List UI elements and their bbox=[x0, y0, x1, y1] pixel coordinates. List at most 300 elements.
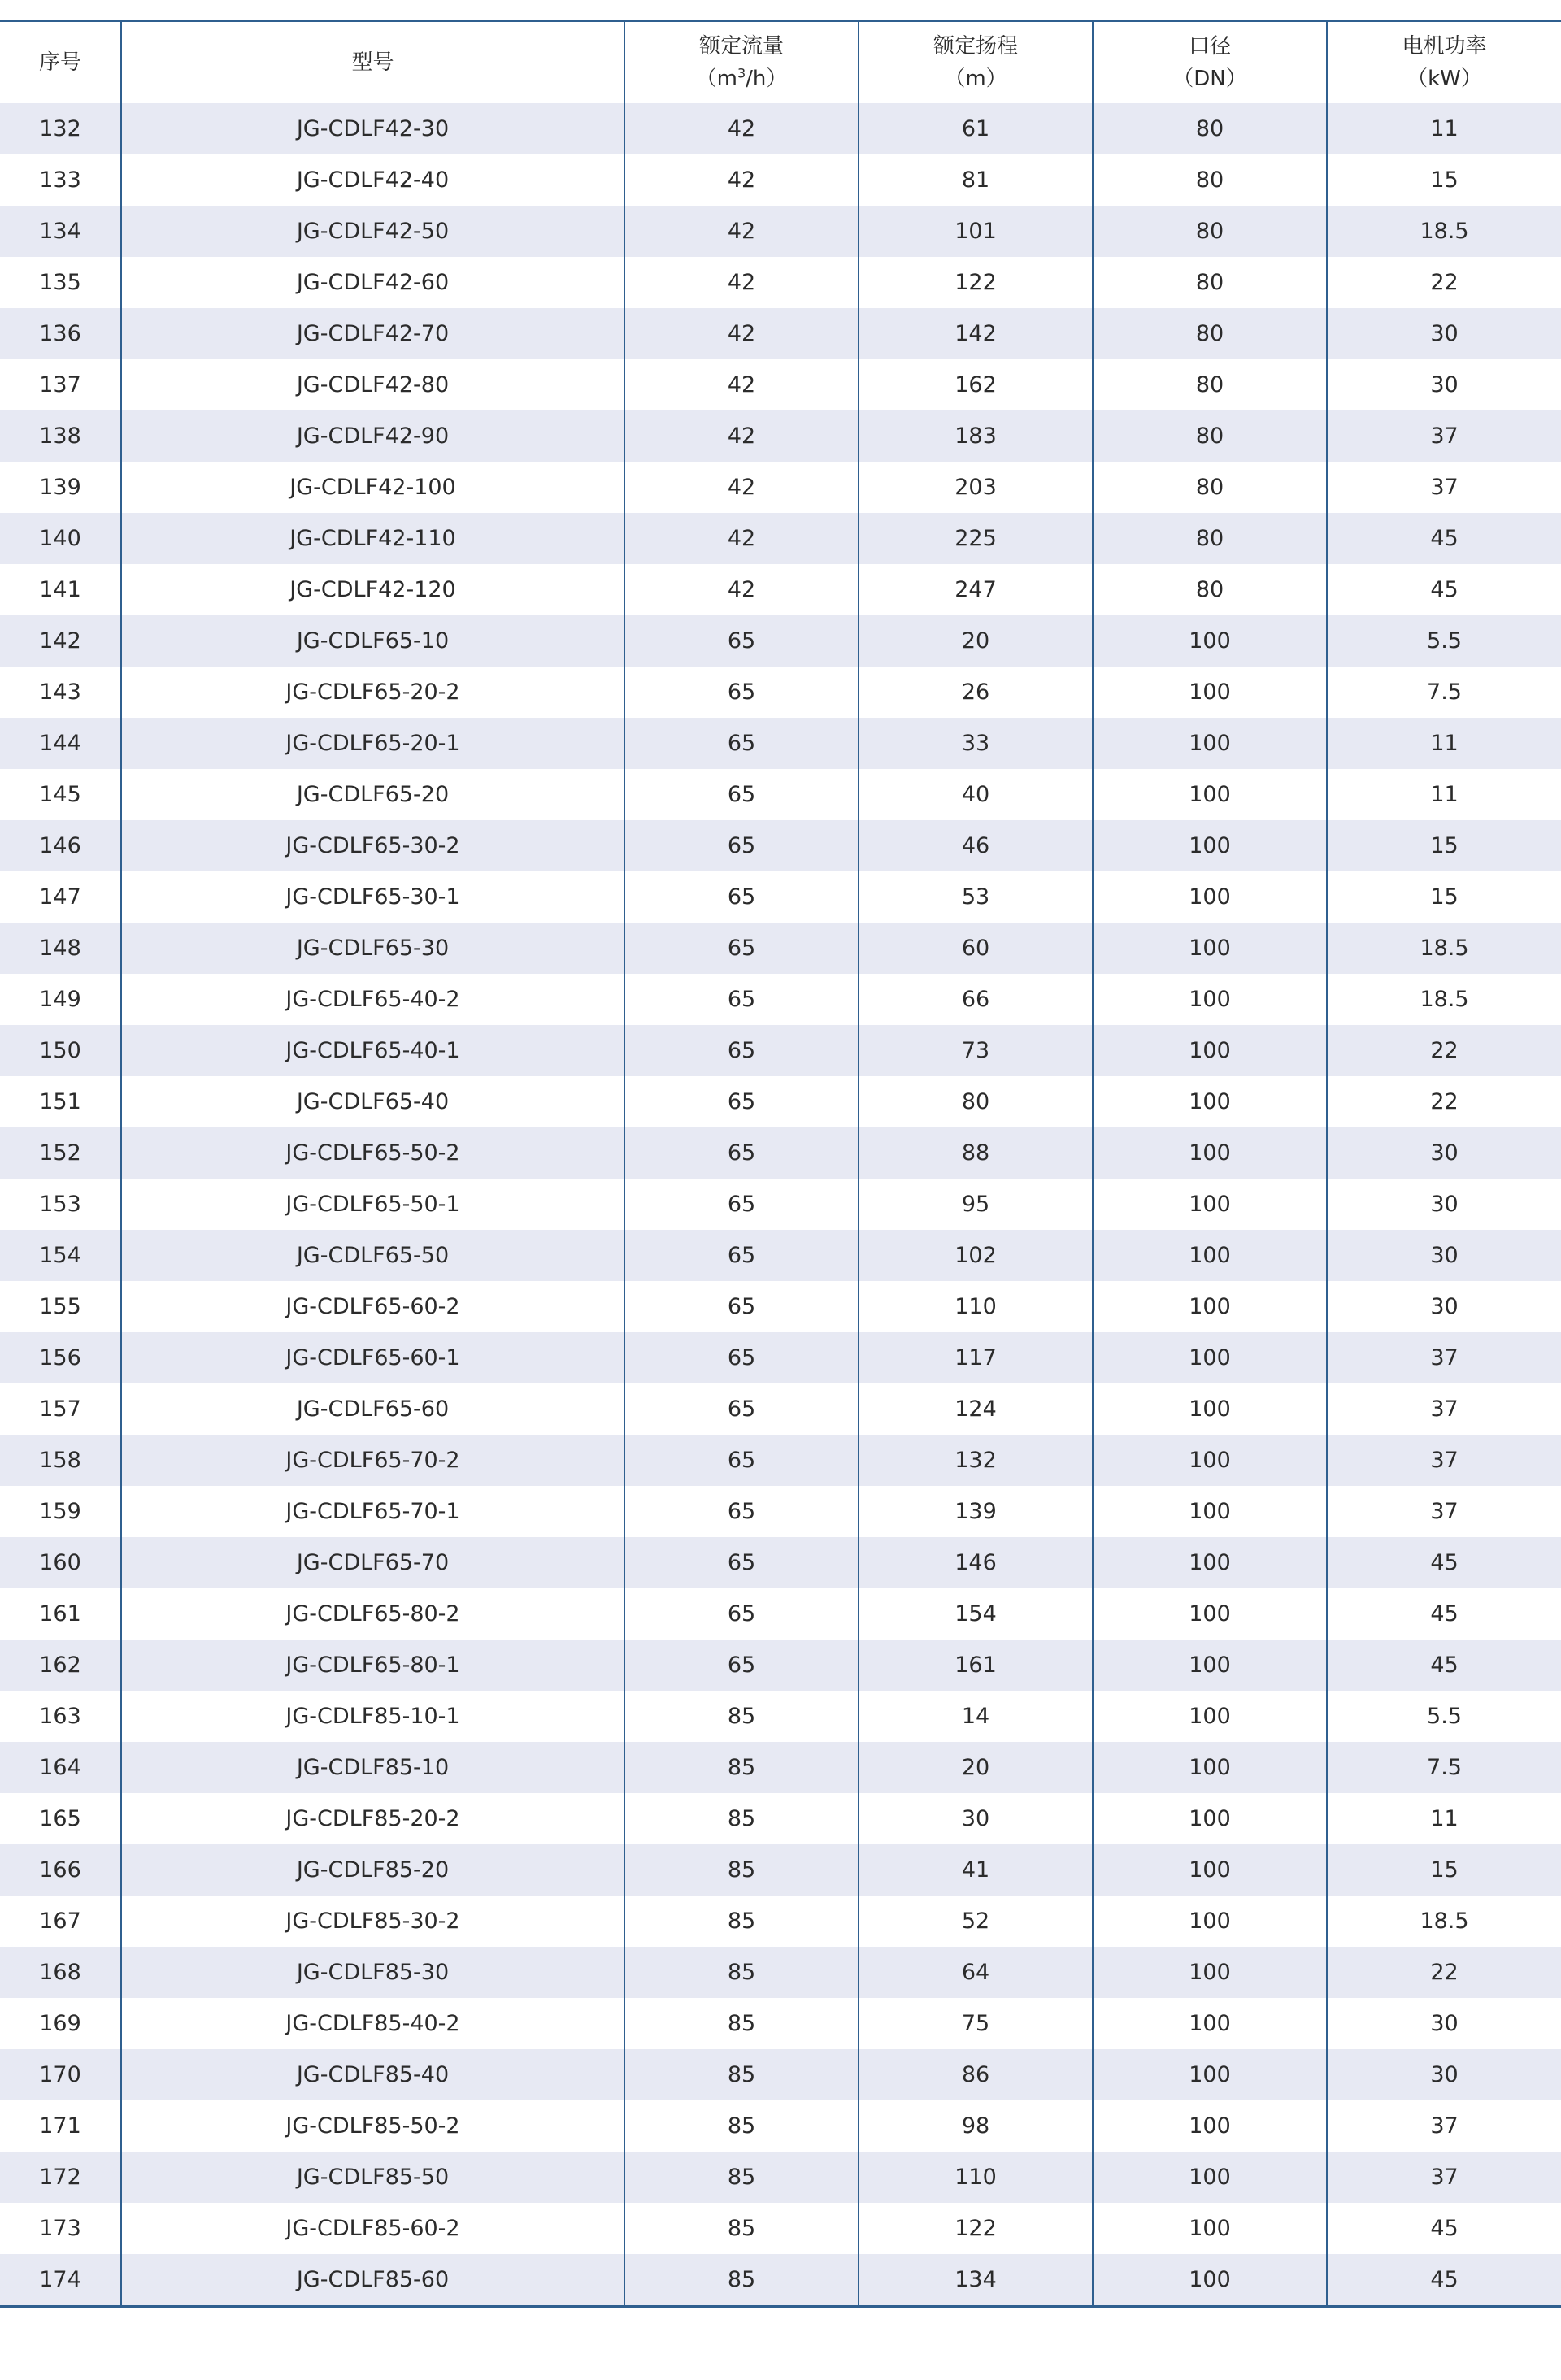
cell-rated-flow: 65 bbox=[624, 1383, 859, 1435]
cell-rated-flow: 65 bbox=[624, 1230, 859, 1281]
table-row bbox=[0, 206, 1561, 257]
table-row bbox=[0, 1691, 1561, 1742]
cell-rated-flow: 42 bbox=[624, 154, 859, 206]
cell-model: JG-CDLF65-70-2 bbox=[121, 1435, 624, 1486]
table-row bbox=[0, 1435, 1561, 1486]
cell-diameter: 80 bbox=[1093, 462, 1327, 513]
cell-motor-power: 37 bbox=[1327, 2100, 1561, 2152]
cell-rated-head: 95 bbox=[859, 1179, 1093, 1230]
pump-spec-table bbox=[0, 20, 1561, 2308]
cell-model: JG-CDLF42-60 bbox=[121, 257, 624, 308]
cell-diameter: 100 bbox=[1093, 871, 1327, 923]
cell-rated-flow: 85 bbox=[624, 1742, 859, 1793]
cell-rated-head: 146 bbox=[859, 1537, 1093, 1588]
table-row bbox=[0, 462, 1561, 513]
cell-diameter: 100 bbox=[1093, 1486, 1327, 1537]
cell-rated-head: 101 bbox=[859, 206, 1093, 257]
cell-rated-flow: 65 bbox=[624, 1588, 859, 1640]
cell-motor-power: 45 bbox=[1327, 2254, 1561, 2307]
cell-diameter: 100 bbox=[1093, 820, 1327, 871]
cell-diameter: 80 bbox=[1093, 513, 1327, 564]
cell-motor-power: 7.5 bbox=[1327, 667, 1561, 718]
table-row bbox=[0, 513, 1561, 564]
cell-rated-head: 81 bbox=[859, 154, 1093, 206]
table-row bbox=[0, 2203, 1561, 2254]
cell-model: JG-CDLF85-60 bbox=[121, 2254, 624, 2307]
cell-serial-number: 144 bbox=[0, 718, 121, 769]
cell-model: JG-CDLF65-70 bbox=[121, 1537, 624, 1588]
cell-rated-head: 98 bbox=[859, 2100, 1093, 2152]
cell-rated-head: 33 bbox=[859, 718, 1093, 769]
table-row bbox=[0, 871, 1561, 923]
table-row bbox=[0, 1896, 1561, 1947]
table-row bbox=[0, 2049, 1561, 2100]
table-row bbox=[0, 1742, 1561, 1793]
cell-rated-head: 20 bbox=[859, 615, 1093, 667]
cell-diameter: 100 bbox=[1093, 667, 1327, 718]
cell-serial-number: 145 bbox=[0, 769, 121, 820]
header-rated-flow bbox=[624, 21, 859, 104]
table-header bbox=[0, 21, 1561, 104]
cell-rated-flow: 65 bbox=[624, 974, 859, 1025]
cell-rated-flow: 65 bbox=[624, 1640, 859, 1691]
cell-model: JG-CDLF65-50-1 bbox=[121, 1179, 624, 1230]
cell-model: JG-CDLF85-30 bbox=[121, 1947, 624, 1998]
cell-model: JG-CDLF85-50-2 bbox=[121, 2100, 624, 2152]
table-row bbox=[0, 718, 1561, 769]
unit-suffix: /h） bbox=[746, 67, 788, 91]
cell-rated-flow: 65 bbox=[624, 923, 859, 974]
cell-motor-power: 37 bbox=[1327, 2152, 1561, 2203]
cell-diameter: 100 bbox=[1093, 2049, 1327, 2100]
cell-serial-number: 157 bbox=[0, 1383, 121, 1435]
cell-model: JG-CDLF85-10-1 bbox=[121, 1691, 624, 1742]
cell-serial-number: 164 bbox=[0, 1742, 121, 1793]
cell-motor-power: 15 bbox=[1327, 871, 1561, 923]
table-row bbox=[0, 974, 1561, 1025]
cell-serial-number: 162 bbox=[0, 1640, 121, 1691]
header-rated-head bbox=[859, 21, 1093, 104]
cell-serial-number: 148 bbox=[0, 923, 121, 974]
cell-serial-number: 161 bbox=[0, 1588, 121, 1640]
cell-diameter: 100 bbox=[1093, 1691, 1327, 1742]
cell-serial-number: 173 bbox=[0, 2203, 121, 2254]
cell-rated-flow: 85 bbox=[624, 1998, 859, 2049]
cell-serial-number: 137 bbox=[0, 359, 121, 410]
cell-rated-head: 134 bbox=[859, 2254, 1093, 2307]
table-row bbox=[0, 564, 1561, 615]
cell-diameter: 100 bbox=[1093, 1947, 1327, 1998]
cell-diameter: 80 bbox=[1093, 410, 1327, 462]
cell-model: JG-CDLF85-60-2 bbox=[121, 2203, 624, 2254]
cell-motor-power: 30 bbox=[1327, 1281, 1561, 1332]
cell-rated-flow: 42 bbox=[624, 206, 859, 257]
cell-serial-number: 158 bbox=[0, 1435, 121, 1486]
table-row bbox=[0, 1025, 1561, 1076]
cell-diameter: 100 bbox=[1093, 2152, 1327, 2203]
cell-model: JG-CDLF85-20 bbox=[121, 1844, 624, 1896]
cell-rated-flow: 85 bbox=[624, 1691, 859, 1742]
table-row bbox=[0, 1588, 1561, 1640]
cell-serial-number: 154 bbox=[0, 1230, 121, 1281]
cell-diameter: 100 bbox=[1093, 1844, 1327, 1896]
cell-rated-head: 88 bbox=[859, 1127, 1093, 1179]
cell-rated-flow: 65 bbox=[624, 718, 859, 769]
cell-diameter: 100 bbox=[1093, 1332, 1327, 1383]
cell-rated-flow: 42 bbox=[624, 513, 859, 564]
cell-rated-head: 20 bbox=[859, 1742, 1093, 1793]
cell-diameter: 100 bbox=[1093, 1281, 1327, 1332]
cell-diameter: 100 bbox=[1093, 1127, 1327, 1179]
cell-rated-head: 75 bbox=[859, 1998, 1093, 2049]
cell-diameter: 100 bbox=[1093, 1588, 1327, 1640]
cell-motor-power: 30 bbox=[1327, 2049, 1561, 2100]
cell-motor-power: 11 bbox=[1327, 1793, 1561, 1844]
cell-rated-flow: 65 bbox=[624, 769, 859, 820]
cell-rated-head: 46 bbox=[859, 820, 1093, 871]
cell-model: JG-CDLF65-20 bbox=[121, 769, 624, 820]
cell-rated-head: 61 bbox=[859, 103, 1093, 154]
header-model bbox=[121, 21, 624, 104]
header-label: 额定扬程 bbox=[933, 34, 1018, 59]
cell-motor-power: 18.5 bbox=[1327, 1896, 1561, 1947]
cell-diameter: 100 bbox=[1093, 923, 1327, 974]
cell-motor-power: 18.5 bbox=[1327, 974, 1561, 1025]
cell-rated-flow: 85 bbox=[624, 2049, 859, 2100]
cell-model: JG-CDLF65-10 bbox=[121, 615, 624, 667]
cell-rated-head: 110 bbox=[859, 1281, 1093, 1332]
cell-rated-head: 161 bbox=[859, 1640, 1093, 1691]
cell-model: JG-CDLF65-60-2 bbox=[121, 1281, 624, 1332]
cell-rated-head: 110 bbox=[859, 2152, 1093, 2203]
cell-model: JG-CDLF65-40 bbox=[121, 1076, 624, 1127]
cell-serial-number: 143 bbox=[0, 667, 121, 718]
cell-rated-head: 14 bbox=[859, 1691, 1093, 1742]
cell-serial-number: 141 bbox=[0, 564, 121, 615]
cell-diameter: 100 bbox=[1093, 1742, 1327, 1793]
cell-motor-power: 37 bbox=[1327, 1435, 1561, 1486]
table-row bbox=[0, 257, 1561, 308]
table-row bbox=[0, 2100, 1561, 2152]
cell-serial-number: 153 bbox=[0, 1179, 121, 1230]
table-row bbox=[0, 2254, 1561, 2307]
cell-motor-power: 15 bbox=[1327, 154, 1561, 206]
cell-model: JG-CDLF65-40-2 bbox=[121, 974, 624, 1025]
cell-model: JG-CDLF42-30 bbox=[121, 103, 624, 154]
cell-diameter: 100 bbox=[1093, 1025, 1327, 1076]
cell-rated-flow: 85 bbox=[624, 1947, 859, 1998]
header-label: 序号 bbox=[38, 50, 81, 75]
cell-serial-number: 132 bbox=[0, 103, 121, 154]
cell-rated-flow: 42 bbox=[624, 462, 859, 513]
cell-rated-flow: 85 bbox=[624, 2254, 859, 2307]
table-row bbox=[0, 923, 1561, 974]
cell-serial-number: 135 bbox=[0, 257, 121, 308]
header-diameter bbox=[1093, 21, 1327, 104]
cell-motor-power: 37 bbox=[1327, 1332, 1561, 1383]
cell-model: JG-CDLF65-30-2 bbox=[121, 820, 624, 871]
cell-motor-power: 45 bbox=[1327, 1537, 1561, 1588]
cell-diameter: 80 bbox=[1093, 308, 1327, 359]
cell-model: JG-CDLF85-50 bbox=[121, 2152, 624, 2203]
cell-model: JG-CDLF42-40 bbox=[121, 154, 624, 206]
cell-diameter: 100 bbox=[1093, 1230, 1327, 1281]
cell-motor-power: 37 bbox=[1327, 410, 1561, 462]
table-row bbox=[0, 1640, 1561, 1691]
cell-motor-power: 45 bbox=[1327, 513, 1561, 564]
cell-diameter: 80 bbox=[1093, 206, 1327, 257]
cell-serial-number: 168 bbox=[0, 1947, 121, 1998]
cell-model: JG-CDLF42-90 bbox=[121, 410, 624, 462]
cell-serial-number: 170 bbox=[0, 2049, 121, 2100]
cell-serial-number: 163 bbox=[0, 1691, 121, 1742]
cell-serial-number: 159 bbox=[0, 1486, 121, 1537]
cell-diameter: 100 bbox=[1093, 1640, 1327, 1691]
cell-model: JG-CDLF65-80-1 bbox=[121, 1640, 624, 1691]
cell-diameter: 100 bbox=[1093, 2254, 1327, 2307]
cell-rated-flow: 65 bbox=[624, 1281, 859, 1332]
cell-motor-power: 22 bbox=[1327, 1076, 1561, 1127]
cell-serial-number: 169 bbox=[0, 1998, 121, 2049]
cell-motor-power: 30 bbox=[1327, 308, 1561, 359]
cell-rated-flow: 65 bbox=[624, 1435, 859, 1486]
cell-model: JG-CDLF65-50 bbox=[121, 1230, 624, 1281]
cell-rated-flow: 85 bbox=[624, 1896, 859, 1947]
table-row bbox=[0, 1281, 1561, 1332]
cell-model: JG-CDLF65-30 bbox=[121, 923, 624, 974]
cell-model: JG-CDLF85-20-2 bbox=[121, 1793, 624, 1844]
cell-motor-power: 30 bbox=[1327, 359, 1561, 410]
cell-motor-power: 30 bbox=[1327, 1230, 1561, 1281]
cell-serial-number: 167 bbox=[0, 1896, 121, 1947]
cell-rated-head: 86 bbox=[859, 2049, 1093, 2100]
cell-serial-number: 155 bbox=[0, 1281, 121, 1332]
cell-diameter: 80 bbox=[1093, 359, 1327, 410]
cell-serial-number: 136 bbox=[0, 308, 121, 359]
cell-motor-power: 18.5 bbox=[1327, 923, 1561, 974]
cell-rated-flow: 65 bbox=[624, 820, 859, 871]
cell-serial-number: 140 bbox=[0, 513, 121, 564]
table-row bbox=[0, 820, 1561, 871]
table-row bbox=[0, 154, 1561, 206]
cell-rated-flow: 85 bbox=[624, 1793, 859, 1844]
cell-motor-power: 30 bbox=[1327, 1127, 1561, 1179]
cell-model: JG-CDLF42-120 bbox=[121, 564, 624, 615]
cell-serial-number: 160 bbox=[0, 1537, 121, 1588]
table-row bbox=[0, 2152, 1561, 2203]
header-label: 口径 bbox=[1188, 34, 1231, 59]
table-row bbox=[0, 1486, 1561, 1537]
cell-rated-head: 30 bbox=[859, 1793, 1093, 1844]
cell-model: JG-CDLF42-100 bbox=[121, 462, 624, 513]
cell-diameter: 100 bbox=[1093, 1076, 1327, 1127]
cell-rated-head: 162 bbox=[859, 359, 1093, 410]
cell-motor-power: 11 bbox=[1327, 769, 1561, 820]
table-row bbox=[0, 1332, 1561, 1383]
cell-motor-power: 18.5 bbox=[1327, 206, 1561, 257]
header-motor-power bbox=[1327, 21, 1561, 104]
table-row bbox=[0, 1127, 1561, 1179]
cell-rated-head: 122 bbox=[859, 2203, 1093, 2254]
cell-motor-power: 30 bbox=[1327, 1998, 1561, 2049]
table-row bbox=[0, 769, 1561, 820]
cell-rated-flow: 42 bbox=[624, 410, 859, 462]
unit-superscript: 3 bbox=[737, 65, 746, 81]
cell-serial-number: 151 bbox=[0, 1076, 121, 1127]
cell-rated-head: 66 bbox=[859, 974, 1093, 1025]
cell-model: JG-CDLF42-110 bbox=[121, 513, 624, 564]
cell-rated-head: 52 bbox=[859, 1896, 1093, 1947]
header-unit: （m） bbox=[944, 67, 1007, 91]
cell-rated-head: 247 bbox=[859, 564, 1093, 615]
cell-rated-head: 132 bbox=[859, 1435, 1093, 1486]
cell-rated-head: 183 bbox=[859, 410, 1093, 462]
cell-diameter: 100 bbox=[1093, 1998, 1327, 2049]
cell-rated-flow: 42 bbox=[624, 257, 859, 308]
cell-serial-number: 171 bbox=[0, 2100, 121, 2152]
cell-diameter: 100 bbox=[1093, 1896, 1327, 1947]
cell-motor-power: 45 bbox=[1327, 1640, 1561, 1691]
cell-motor-power: 5.5 bbox=[1327, 615, 1561, 667]
cell-model: JG-CDLF65-20-2 bbox=[121, 667, 624, 718]
table-row bbox=[0, 615, 1561, 667]
cell-rated-flow: 85 bbox=[624, 2100, 859, 2152]
cell-rated-flow: 65 bbox=[624, 615, 859, 667]
cell-motor-power: 5.5 bbox=[1327, 1691, 1561, 1742]
cell-motor-power: 22 bbox=[1327, 1025, 1561, 1076]
cell-diameter: 100 bbox=[1093, 1179, 1327, 1230]
table-row bbox=[0, 1947, 1561, 1998]
cell-motor-power: 15 bbox=[1327, 820, 1561, 871]
cell-motor-power: 45 bbox=[1327, 2203, 1561, 2254]
table-row bbox=[0, 667, 1561, 718]
cell-rated-flow: 65 bbox=[624, 1076, 859, 1127]
cell-model: JG-CDLF42-50 bbox=[121, 206, 624, 257]
cell-rated-head: 41 bbox=[859, 1844, 1093, 1896]
cell-rated-flow: 42 bbox=[624, 308, 859, 359]
cell-rated-flow: 85 bbox=[624, 2203, 859, 2254]
cell-serial-number: 152 bbox=[0, 1127, 121, 1179]
table-row bbox=[0, 1383, 1561, 1435]
cell-serial-number: 149 bbox=[0, 974, 121, 1025]
header-unit: （kW） bbox=[1407, 67, 1482, 91]
cell-diameter: 100 bbox=[1093, 1537, 1327, 1588]
cell-motor-power: 37 bbox=[1327, 462, 1561, 513]
table-row bbox=[0, 308, 1561, 359]
cell-serial-number: 172 bbox=[0, 2152, 121, 2203]
cell-serial-number: 165 bbox=[0, 1793, 121, 1844]
cell-diameter: 100 bbox=[1093, 718, 1327, 769]
cell-rated-head: 102 bbox=[859, 1230, 1093, 1281]
cell-diameter: 80 bbox=[1093, 154, 1327, 206]
table-row bbox=[0, 1179, 1561, 1230]
cell-rated-flow: 42 bbox=[624, 564, 859, 615]
cell-model: JG-CDLF65-60-1 bbox=[121, 1332, 624, 1383]
cell-diameter: 80 bbox=[1093, 564, 1327, 615]
header-unit: （DN） bbox=[1172, 67, 1247, 91]
cell-model: JG-CDLF65-40-1 bbox=[121, 1025, 624, 1076]
table-row bbox=[0, 410, 1561, 462]
cell-model: JG-CDLF42-80 bbox=[121, 359, 624, 410]
cell-serial-number: 133 bbox=[0, 154, 121, 206]
cell-rated-head: 40 bbox=[859, 769, 1093, 820]
cell-diameter: 100 bbox=[1093, 615, 1327, 667]
cell-serial-number: 134 bbox=[0, 206, 121, 257]
cell-model: JG-CDLF65-80-2 bbox=[121, 1588, 624, 1640]
cell-motor-power: 45 bbox=[1327, 564, 1561, 615]
cell-rated-flow: 42 bbox=[624, 359, 859, 410]
table-row bbox=[0, 103, 1561, 154]
cell-rated-flow: 65 bbox=[624, 667, 859, 718]
cell-rated-head: 203 bbox=[859, 462, 1093, 513]
unit-prefix: （m bbox=[695, 67, 737, 91]
cell-rated-head: 64 bbox=[859, 1947, 1093, 1998]
cell-motor-power: 37 bbox=[1327, 1383, 1561, 1435]
cell-rated-head: 53 bbox=[859, 871, 1093, 923]
cell-motor-power: 11 bbox=[1327, 103, 1561, 154]
cell-serial-number: 147 bbox=[0, 871, 121, 923]
cell-model: JG-CDLF65-70-1 bbox=[121, 1486, 624, 1537]
cell-diameter: 100 bbox=[1093, 1383, 1327, 1435]
table-row bbox=[0, 1793, 1561, 1844]
cell-model: JG-CDLF85-40-2 bbox=[121, 1998, 624, 2049]
header-serial-number bbox=[0, 21, 121, 104]
cell-model: JG-CDLF85-30-2 bbox=[121, 1896, 624, 1947]
table-row bbox=[0, 1998, 1561, 2049]
cell-serial-number: 174 bbox=[0, 2254, 121, 2307]
cell-model: JG-CDLF65-20-1 bbox=[121, 718, 624, 769]
cell-rated-flow: 85 bbox=[624, 2152, 859, 2203]
cell-diameter: 100 bbox=[1093, 2203, 1327, 2254]
cell-rated-head: 122 bbox=[859, 257, 1093, 308]
cell-rated-flow: 65 bbox=[624, 1332, 859, 1383]
cell-motor-power: 11 bbox=[1327, 718, 1561, 769]
cell-rated-flow: 85 bbox=[624, 1844, 859, 1896]
header-unit bbox=[625, 63, 858, 95]
cell-motor-power: 7.5 bbox=[1327, 1742, 1561, 1793]
header-label: 电机功率 bbox=[1402, 34, 1487, 59]
header-row bbox=[0, 21, 1561, 104]
cell-diameter: 80 bbox=[1093, 257, 1327, 308]
table-row bbox=[0, 1076, 1561, 1127]
cell-rated-head: 73 bbox=[859, 1025, 1093, 1076]
header-label: 额定流量 bbox=[698, 34, 784, 59]
cell-rated-head: 117 bbox=[859, 1332, 1093, 1383]
cell-motor-power: 22 bbox=[1327, 1947, 1561, 1998]
cell-rated-head: 26 bbox=[859, 667, 1093, 718]
cell-model: JG-CDLF65-60 bbox=[121, 1383, 624, 1435]
cell-model: JG-CDLF65-30-1 bbox=[121, 871, 624, 923]
cell-rated-flow: 65 bbox=[624, 1179, 859, 1230]
cell-serial-number: 166 bbox=[0, 1844, 121, 1896]
cell-motor-power: 22 bbox=[1327, 257, 1561, 308]
table-row bbox=[0, 1230, 1561, 1281]
cell-diameter: 100 bbox=[1093, 769, 1327, 820]
cell-diameter: 100 bbox=[1093, 1793, 1327, 1844]
cell-serial-number: 150 bbox=[0, 1025, 121, 1076]
cell-serial-number: 139 bbox=[0, 462, 121, 513]
table-row bbox=[0, 1844, 1561, 1896]
cell-rated-flow: 42 bbox=[624, 103, 859, 154]
cell-model: JG-CDLF65-50-2 bbox=[121, 1127, 624, 1179]
cell-diameter: 100 bbox=[1093, 2100, 1327, 2152]
cell-serial-number: 156 bbox=[0, 1332, 121, 1383]
cell-rated-flow: 65 bbox=[624, 1025, 859, 1076]
cell-rated-head: 124 bbox=[859, 1383, 1093, 1435]
cell-rated-head: 142 bbox=[859, 308, 1093, 359]
cell-rated-flow: 65 bbox=[624, 1127, 859, 1179]
cell-serial-number: 146 bbox=[0, 820, 121, 871]
